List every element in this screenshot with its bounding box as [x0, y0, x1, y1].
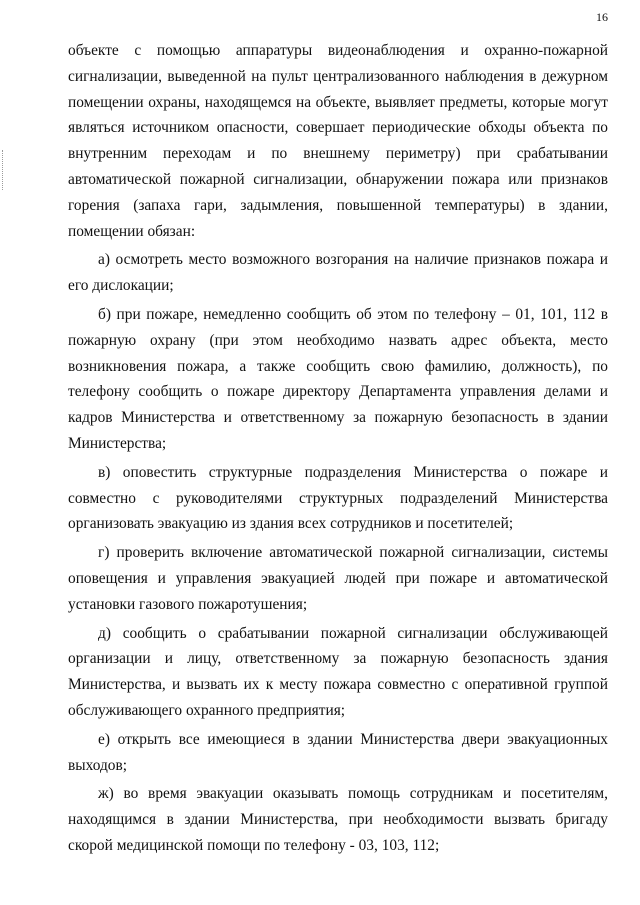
document-body	[68, 38, 608, 862]
paragraph-item-e: е) открыть все имеющиеся в здании Министерства двери эвакуационных выходов;	[68, 730, 608, 774]
paragraph-item-b: б) при пожаре, немедленно сообщить об этом по телефону – 01, 101, 112 в пожарную охрану (при этом необходимо назвать адрес объекта, место возникновения пожара, а также сообщить свою фамилию, должность), по телефону сообщить о пожаре директору Департамента управления делами и кадров Министерства и ответственному за пожарную безопасность в здании Министерства;	[68, 305, 608, 452]
paragraph-item-d: д) сообщить о срабатывании пожарной сигнализации обслуживающей организации и лицу, ответственному за пожарную безопасность здания Министерства, и вызвать их к месту пожара совместно с оперативной группой обслуживающего охранного предприятия;	[68, 624, 608, 719]
paragraph-item-zh: ж) во время эвакуации оказывать помощь сотрудникам и посетителям, находящимся в здании Министерства, при необходимости вызвать бригаду скорой медицинской помощи по телефону - 03, 103, 112;	[68, 785, 608, 854]
paragraph-item-v: в) оповестить структурные подразделения Министерства о пожаре и совместно с руководителями структурных подразделений Министерства организовать эвакуацию из здания всех сотрудников и посетителей;	[68, 463, 608, 533]
paragraph-intro: объекте с помощью аппаратуры видеонаблюдения и охранно-пожарной сигнализации, выведенной на пульт централизованного наблюдения в дежурном помещении охраны, находящемся на объекте, выявляет предметы, которые могут являться источником опасности, совершает периодические обходы объекта по внутренним переходам и по внешнему периметру) при срабатывании автоматической пожарной сигнализации, обнаружении пожара или признаков горения (запаха гари, задымления, повышенной температуры) в здании, помещении обязан:	[68, 42, 608, 240]
page-number: 16	[596, 10, 608, 24]
paragraph-item-g: г) проверить включение автоматической пожарной сигнализации, системы оповещения и управления эвакуацией людей при пожаре и автоматической установки газового пожаротушения;	[68, 544, 608, 613]
scan-margin-mark	[2, 150, 4, 190]
paragraph-item-a: а) осмотреть место возможного возгорания на наличие признаков пожара и его дислокации;	[68, 251, 608, 295]
